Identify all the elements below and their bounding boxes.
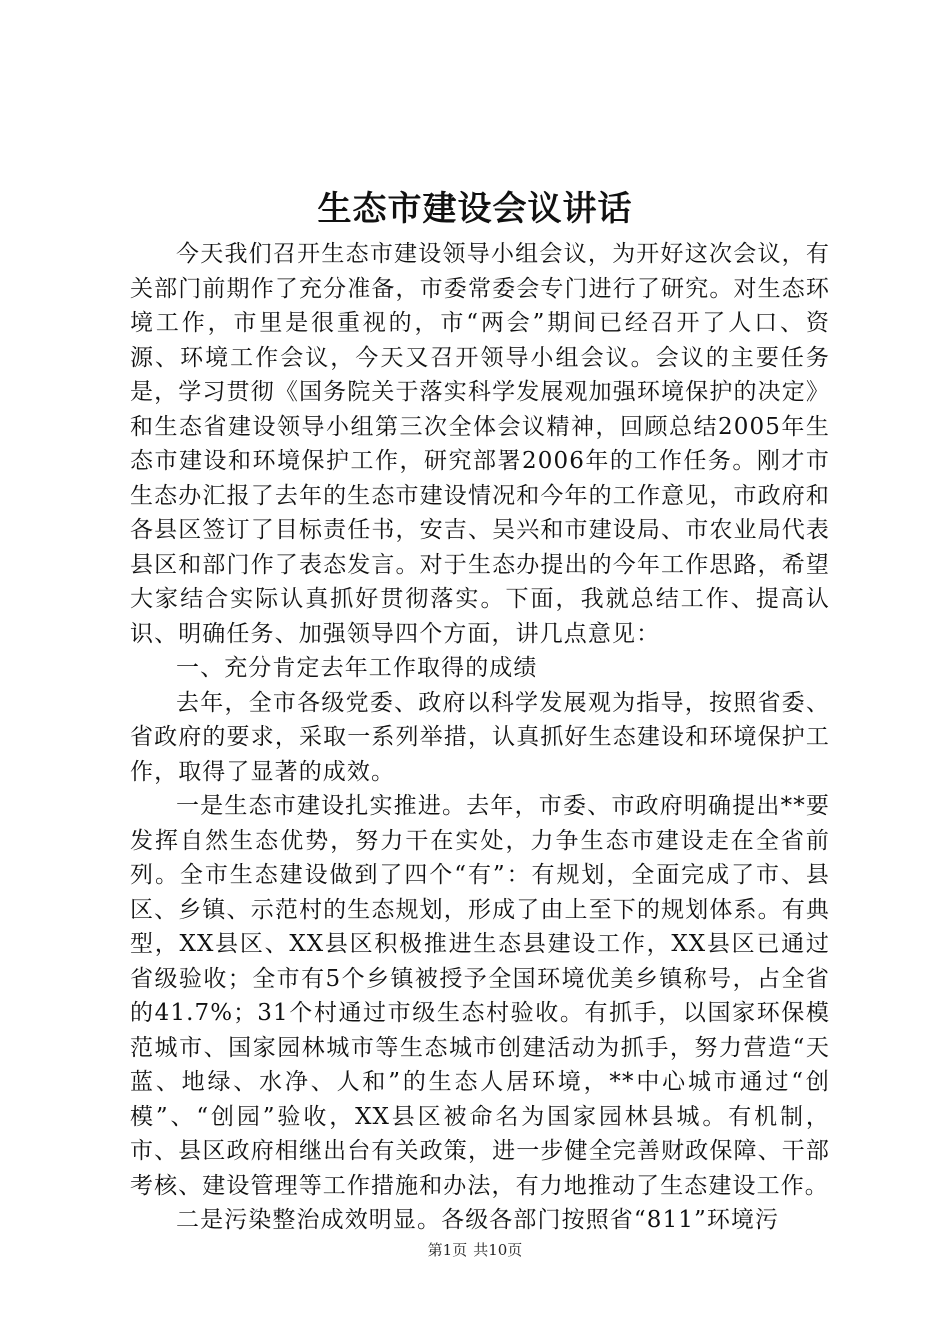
document-body	[130, 237, 830, 1238]
section-heading-1: 一、充分肯定去年工作取得的成绩	[176, 655, 538, 681]
document-title: 生态市建设会议讲话	[317, 189, 633, 229]
page-total: 共10页	[473, 1241, 523, 1259]
page-number: 第1页	[427, 1241, 468, 1259]
paragraph-point-1: 一是生态市建设扎实推进。去年，市委、市政府明确提出**要发挥自然生态优势，努力干在实处，力争生态市建设走在全省前列。全市生态建设做到了四个“有”：有规划，全面完成了市、县区、乡镇、示范村的生态规划，形成了由上至下的规划体系。有典型，XX县区、XX县区积极推进生态县建设工作，XX县区已通过省级验收；全市有5个乡镇被授予全国环境优美乡镇称号，占全省的41.7%；31个村通过市级生态村验收。有抓手，以国家环保模范城市、国家园林城市等生态城市创建活动为抓手，努力营造“天蓝、地绿、水净、人和”的生态人居环境，**中心城市通过“创模”、“创园”验收，XX县区被命名为国家园林县城。有机制，市、县区政府相继出台有关政策，进一步健全完善财政保障、干部考核、建设管理等工作措施和办法，有力地推动了生态建设工作。	[130, 793, 830, 1199]
paragraph-intro: 今天我们召开生态市建设领导小组会议，为开好这次会议，有关部门前期作了充分准备，市委常委会专门进行了研究。对生态环境工作，市里是很重视的，市“两会”期间已经召开了人口、资源、环境工作会议，今天又召开领导小组会议。会议的主要任务是，学习贯彻《国务院关于落实科学发展观加强环境保护的决定》和生态省建设领导小组第三次全体会议精神，回顾总结2005年生态市建设和环境保护工作，研究部署2006年的工作任务。刚才市生态办汇报了去年的生态市建设情况和今年的工作意见，市政府和各县区签订了目标责任书，安吉、吴兴和市建设局、市农业局代表县区和部门作了表态发言。对于生态办提出的今年工作思路，希望大家结合实际认真抓好贯彻落实。下面，我就总结工作、提高认识、明确任务、加强领导四个方面，讲几点意见：	[130, 241, 830, 647]
paragraph-summary: 去年，全市各级党委、政府以科学发展观为指导，按照省委、省政府的要求，采取一系列举措，认真抓好生态建设和环境保护工作，取得了显著的成效。	[130, 689, 830, 785]
page-footer	[0, 1240, 950, 1260]
paragraph-point-2: 二是污染整治成效明显。各级各部门按照省“811”环境污	[176, 1207, 780, 1233]
